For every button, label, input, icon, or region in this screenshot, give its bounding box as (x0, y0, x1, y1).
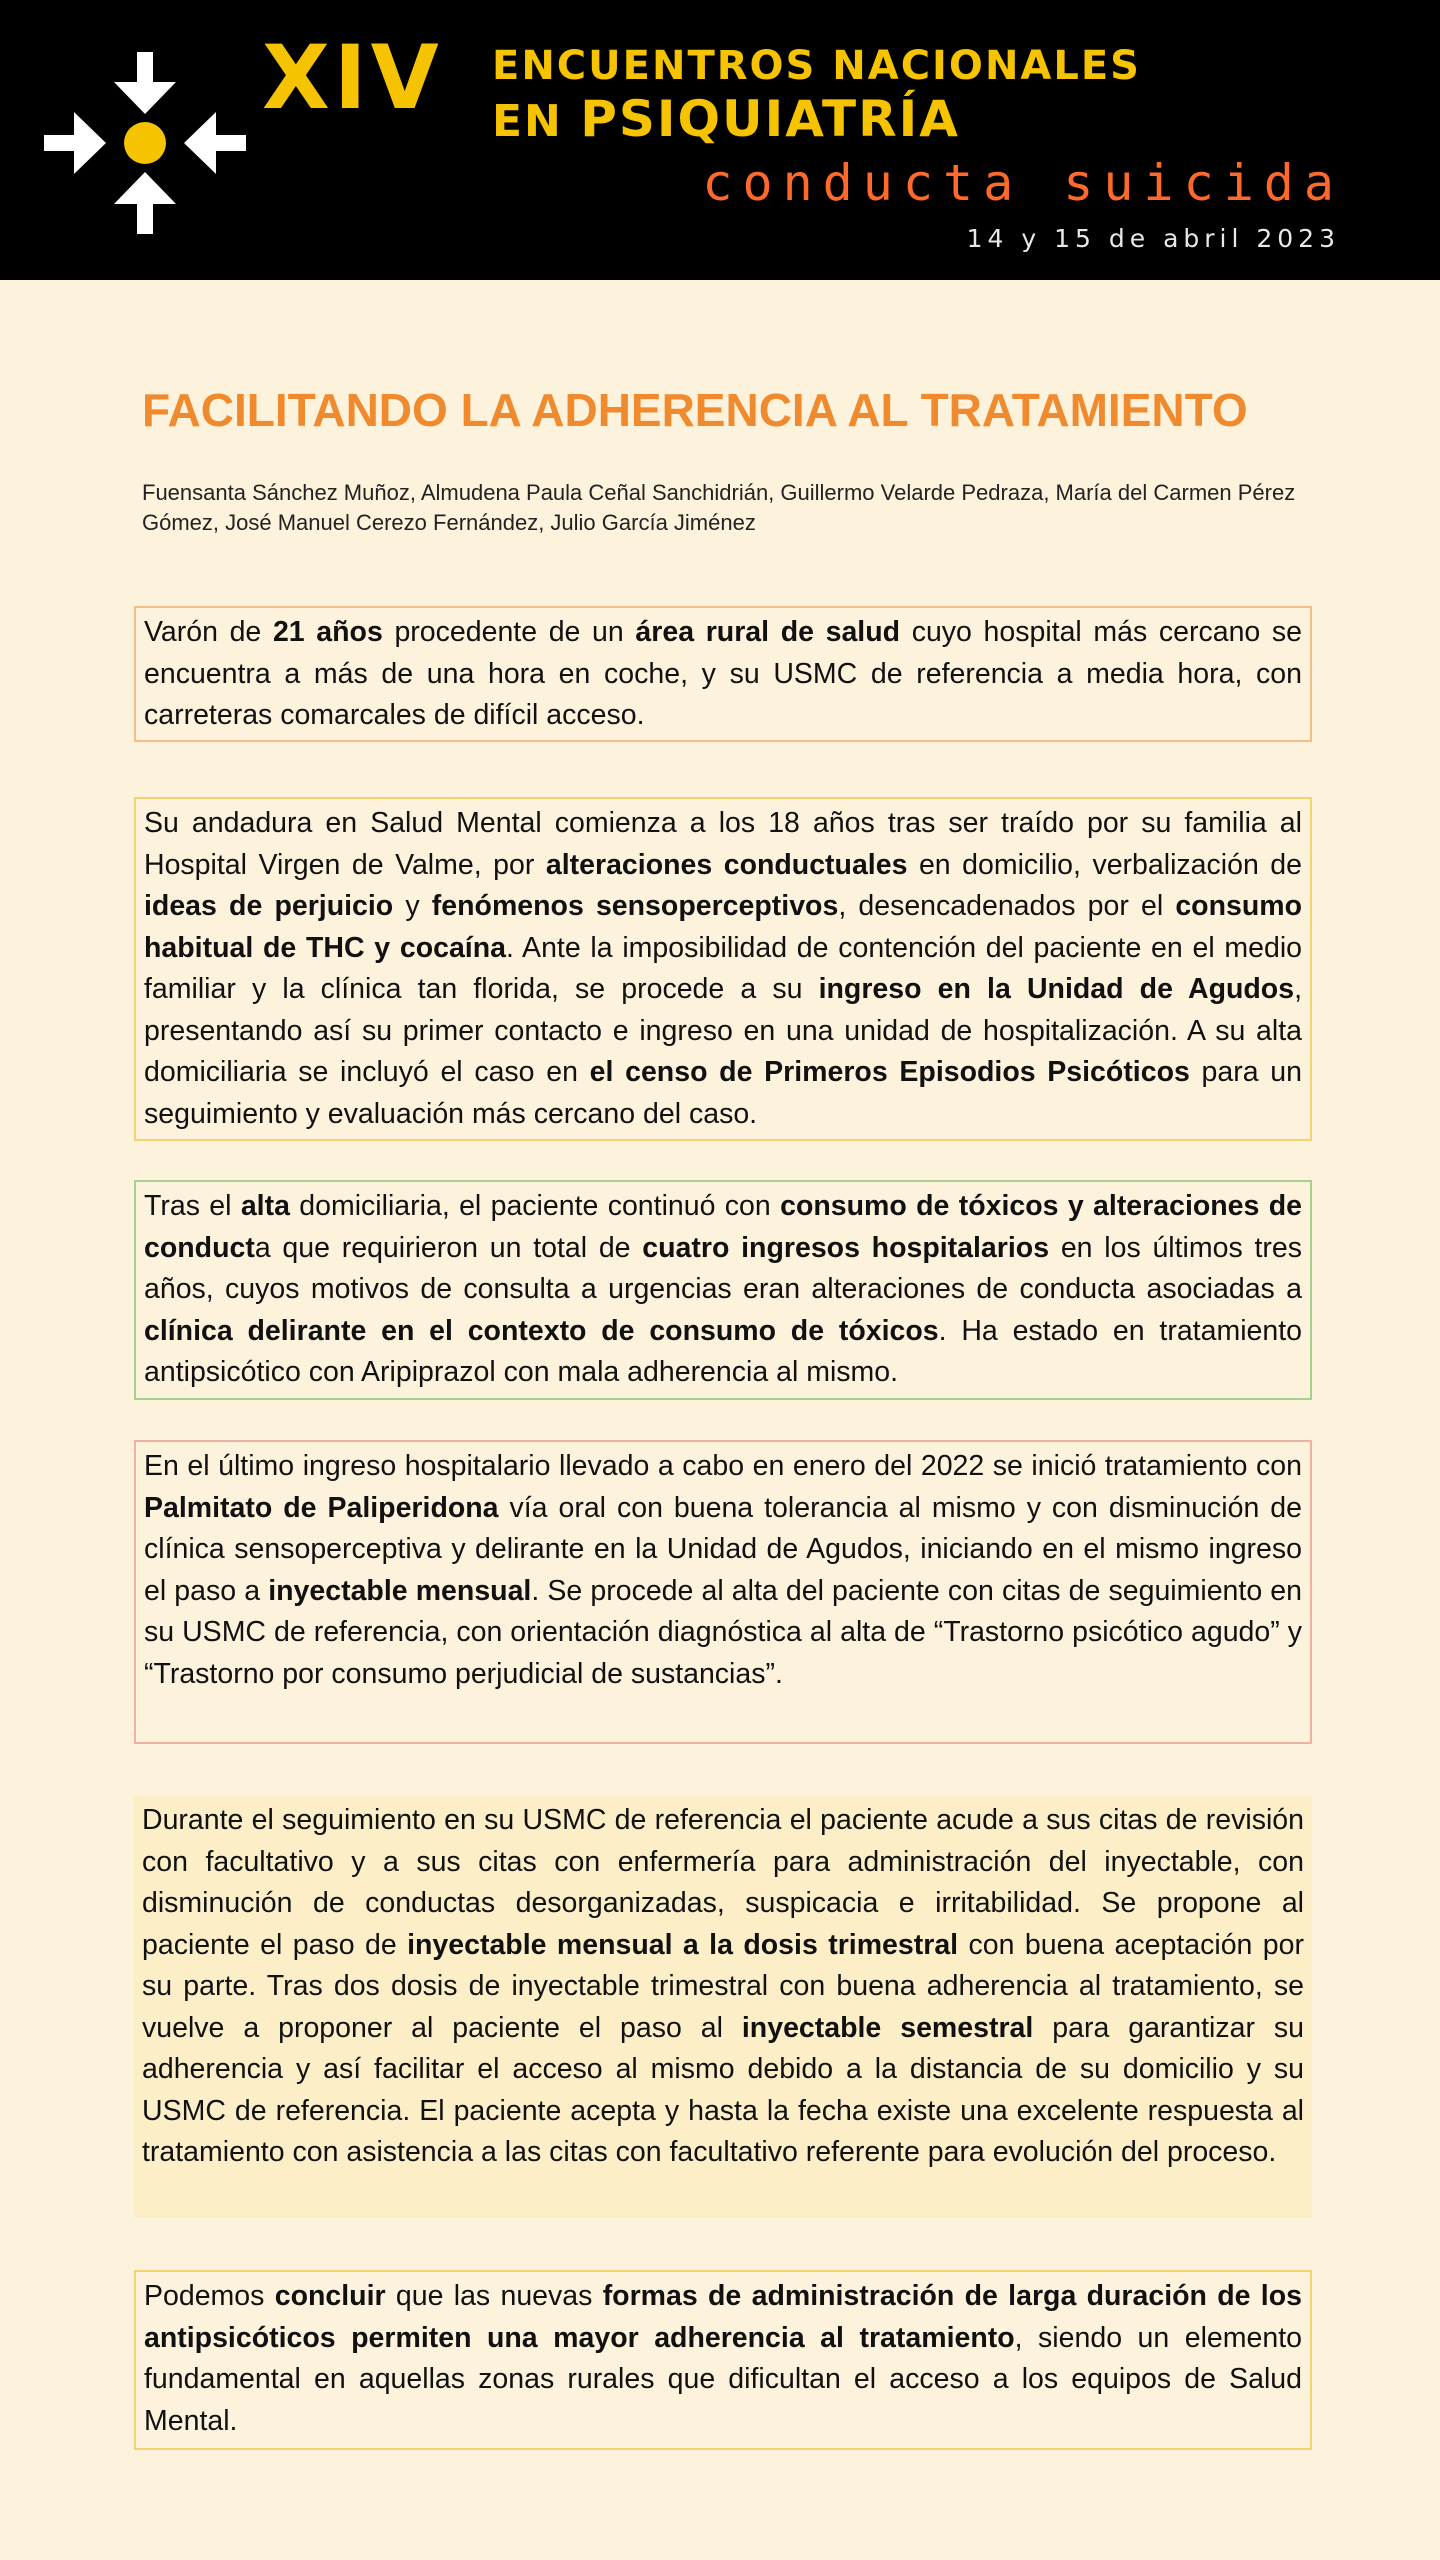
emphasis-text: concluir (274, 2280, 386, 2312)
emphasis-text: el censo de Primeros Episodios Psicóticos (589, 1056, 1190, 1088)
emphasis-text: Palmitato de Paliperidona (144, 1491, 499, 1524)
body-text: domiciliaria, el paciente continuó con (289, 1190, 781, 1222)
emphasis-text: inyectable mensual a la dosis trimestral (407, 1928, 959, 1961)
emphasis-text: inyectable semestral (741, 2011, 1034, 2044)
emphasis-text: ingreso en la Unidad de Agudos (818, 973, 1295, 1005)
edition-numeral: XIV (262, 26, 443, 129)
event-date: 14 y 15 de abril 2023 (966, 224, 1340, 253)
body-text: y (393, 890, 432, 922)
emphasis-text: 21 años (272, 616, 383, 648)
section-history (134, 797, 1312, 1141)
section-last-admission (134, 1440, 1312, 1744)
poster-title: FACILITANDO LA ADHERENCIA AL TRATAMIENTO (142, 384, 1248, 436)
emphasis-text: inyectable mensual (268, 1574, 532, 1607)
emphasis-text: consumo de tóxicos y alteraciones de conduct (144, 1190, 1302, 1264)
body-text: Tras el (144, 1190, 241, 1222)
body-text: . Ha estado en tratamiento antipsicótico con Aripiprazol con mala adherencia al mismo. (144, 1314, 1302, 1388)
emphasis-text: cuatro ingresos hospitalarios (642, 1231, 1050, 1264)
body-text: Su andadura en Salud Mental comienza a los 18 años tras ser traído por su familia al Hospital Virgen de Valme, por (144, 807, 1302, 881)
event-header (0, 0, 1440, 280)
event-name-specialty: PSIQUIATRÍA (580, 90, 960, 148)
event-name-line2 (492, 90, 960, 148)
body-text: vía oral con buena tolerancia al mismo y con disminución de clínica sensoperceptiva y delirante en la Unidad de Agudos, iniciando en el mismo ingreso el paso a (144, 1491, 1303, 1607)
body-text: Durante el seguimiento en su USMC de referencia el paciente acude a sus citas de revisión con facultativo y a sus citas con enfermería para administración del inyectable, con disminución de conductas desorganizadas, suspicacia e irritabilidad. Se propone al paciente el paso de (142, 1804, 1304, 1961)
body-text: , desencadenados por el (838, 890, 1176, 922)
body-text: Varón de (144, 616, 273, 648)
emphasis-text: consumo habitual de THC y cocaína (144, 890, 1302, 964)
body-text: . Se procede al alta del paciente con citas de seguimiento en su USMC de referencia, con orientación diagnóstica al alta de “Trastorno psicótico agudo” y “Trastorno por consumo perjudicial de sustancias”. (144, 1574, 1302, 1690)
emphasis-text: área rural de salud (635, 616, 901, 648)
body-text: En el último ingreso hospitalario llevado a cabo en enero del 2022 se inició tratamiento con (144, 1450, 1302, 1482)
authors-list: Fuensanta Sánchez Muñoz, Almudena Paula Ceñal Sanchidrián, Guillermo Velarde Pedraza, María del Carmen Pérez Gómez, José Manuel Cerezo Fernández, Julio García Jiménez (142, 480, 1296, 535)
body-text: Podemos (144, 2280, 275, 2312)
body-text: en los últimos tres años, cuyos motivos de consulta a urgencias eran alteraciones de conducta asociadas a (144, 1231, 1302, 1305)
body-text: , siendo un elemento fundamental en aquellas zonas rurales que dificultan el acceso a los equipos de Salud Mental. (144, 2321, 1302, 2437)
emphasis-text: formas de administración de larga duración de los antipsicóticos permiten una mayor adherencia al tratamiento (144, 2280, 1302, 2354)
event-name-line1: ENCUENTROS NACIONALES (492, 43, 1141, 89)
section-conclusion (134, 2270, 1312, 2450)
section-evolution (134, 1180, 1312, 1400)
section-follow-up (134, 1796, 1312, 2218)
emphasis-text: fenómenos sensoperceptivos (431, 890, 839, 922)
emphasis-text: ideas de perjuicio (144, 890, 394, 922)
body-text: que las nuevas (385, 2280, 603, 2312)
body-text: cuyo hospital más cercano se encuentra a más de una hora en coche, y su USMC de referencia a media hora, con carreteras comarcales de difícil acceso. (144, 616, 1303, 731)
body-text: procedente de un (382, 616, 636, 648)
body-text: . Ante la imposibilidad de contención del paciente en el medio familiar y la clínica tan florida, se procede a su (144, 931, 1302, 1005)
section-patient-context (134, 606, 1312, 742)
body-text: para un seguimiento y evaluación más cercano del caso. (144, 1056, 1302, 1130)
emphasis-text: clínica delirante en el contexto de consumo de tóxicos (144, 1314, 939, 1347)
event-theme: conducta suicida (702, 154, 1344, 212)
body-text: en domicilio, verbalización de (907, 848, 1303, 881)
body-text: , presentando así su primer contacto e ingreso en una unidad de hospitalización. A su alta domiciliaria se incluyó el caso en (144, 973, 1302, 1088)
body-text: a que requirieron un total de (254, 1231, 643, 1264)
event-name-prefix: EN (492, 96, 563, 147)
body-text: con buena aceptación por su parte. Tras dos dosis de inyectable trimestral con buena adherencia al tratamiento, se vuelve a proponer al paciente el paso al (142, 1928, 1304, 2044)
converging-arrows-logo-icon (40, 48, 250, 238)
emphasis-text: alteraciones conductuales (545, 848, 908, 881)
emphasis-text: alta (240, 1190, 290, 1222)
body-text: para garantizar su adherencia y así facilitar el acceso al mismo debido a la distancia de su domicilio y su USMC de referencia. El paciente acepta y hasta la fecha existe una excelente respuesta al tratamiento con asistencia a las citas con facultativo referente para evolución del proceso. (142, 2011, 1305, 2168)
